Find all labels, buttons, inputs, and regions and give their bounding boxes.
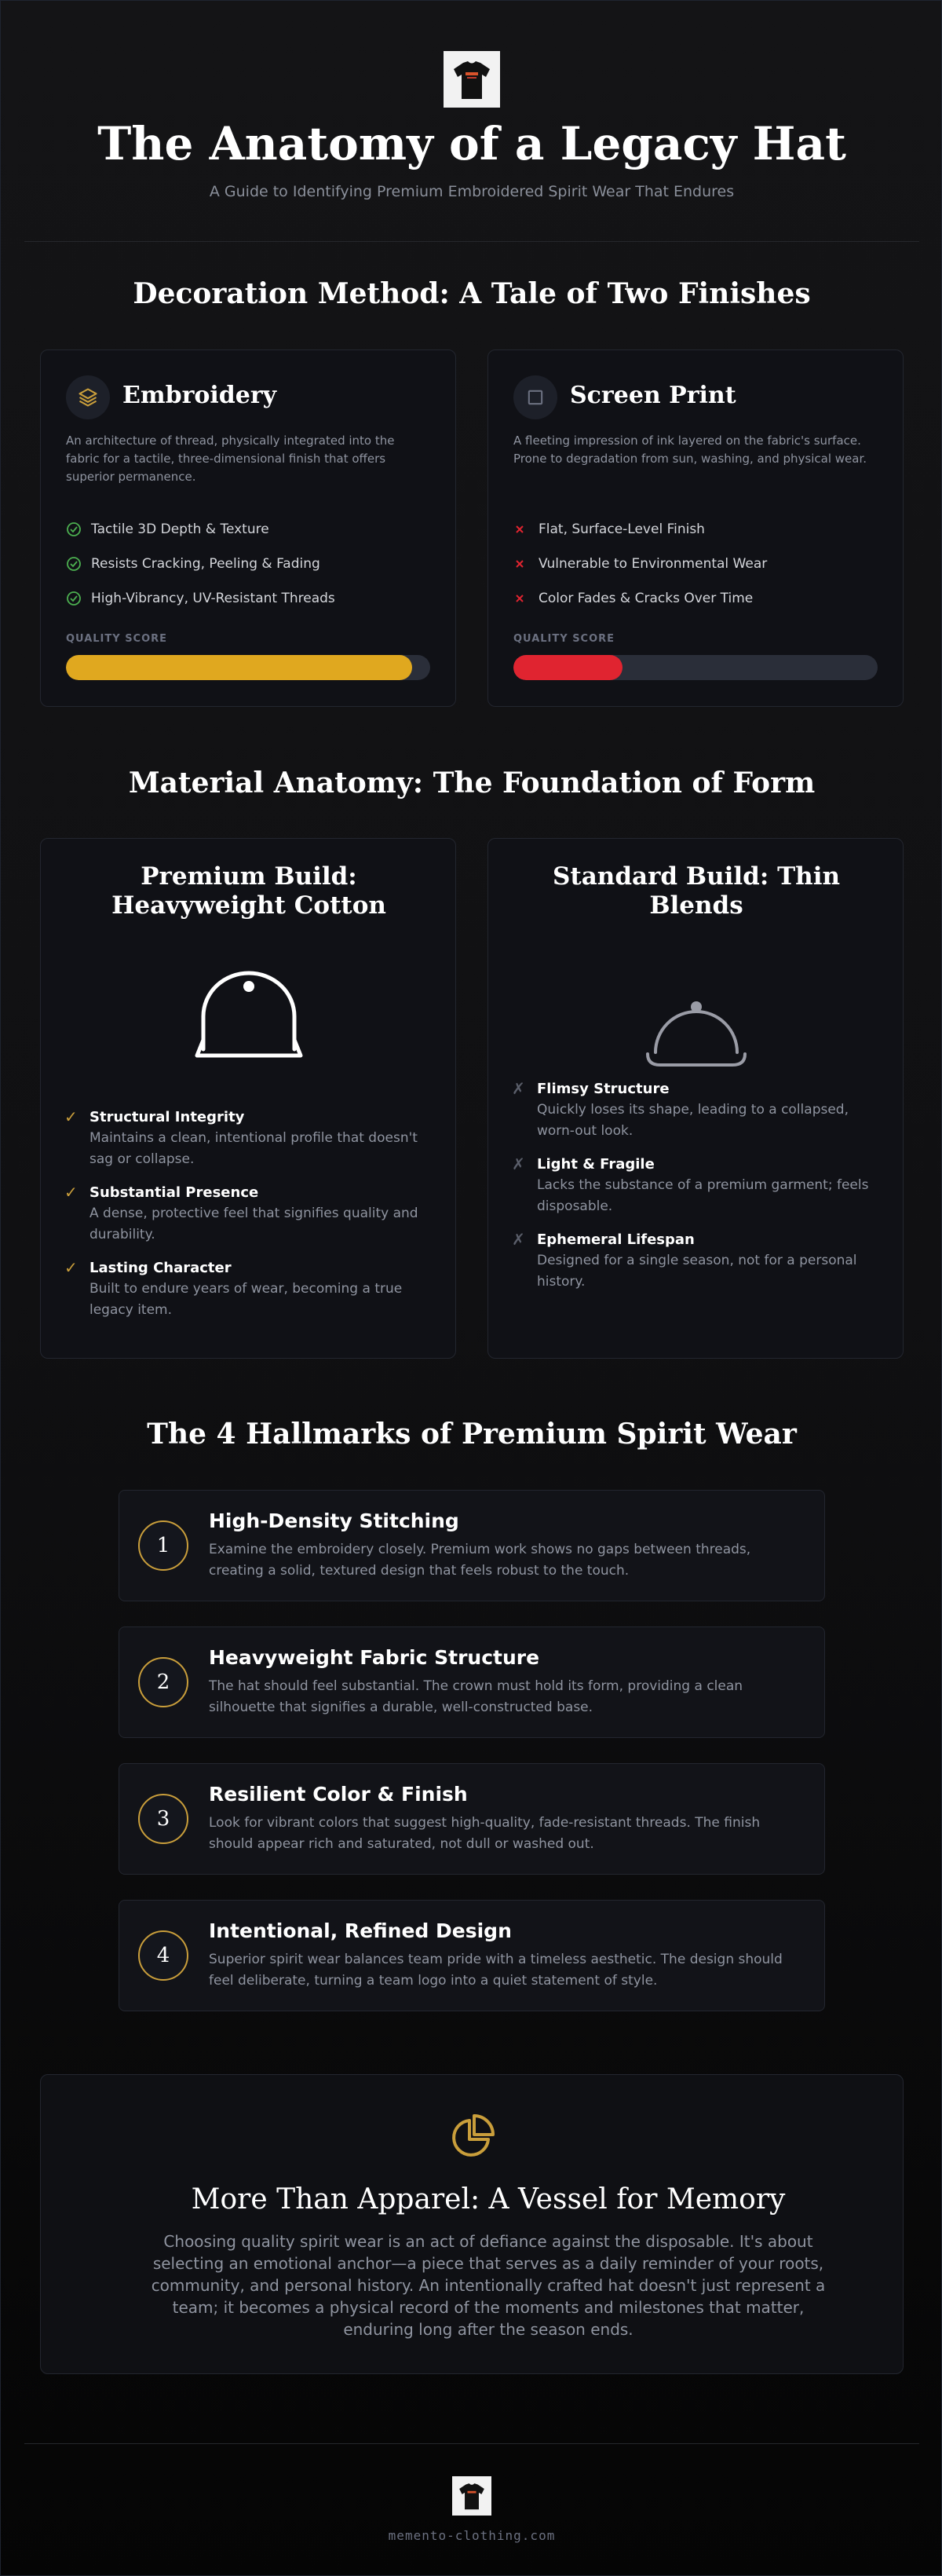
item-description: Lacks the substance of a premium garment; feels disposable. — [537, 1177, 869, 1214]
list-item — [64, 1258, 425, 1321]
embroidery-card — [40, 349, 456, 707]
brand-logo — [444, 51, 500, 108]
closing-card — [40, 2074, 904, 2374]
collapsed-cap-icon — [641, 986, 751, 1081]
list-item — [66, 581, 335, 616]
checkmark-icon: ✓ — [64, 1258, 78, 1277]
check-circle-icon — [66, 521, 91, 537]
hallmark-number: 1 — [138, 1520, 188, 1571]
embroidery-feature-list — [66, 512, 335, 616]
feature-label: Flat, Surface-Level Finish — [539, 521, 705, 537]
list-item — [513, 581, 767, 616]
closing-body: Choosing quality spirit wear is an act of defiance against the disposable. It's about selecting an emotional anchor—a piece that serves as a daily reminder of your roots, community, and personal history. An intentionally crafted hat doesn't just represent a team; it becomes a physical record of the moments and milestones that matter, enduring long after the season ends. — [151, 2232, 826, 2339]
x-icon — [513, 558, 539, 570]
page-title: The Anatomy of a Legacy Hat — [97, 117, 846, 170]
divider — [24, 241, 919, 242]
cross-icon: ✗ — [512, 1154, 525, 1173]
standard-build-card — [487, 838, 904, 1359]
x-icon — [513, 523, 539, 536]
checkmark-icon: ✓ — [64, 1183, 78, 1202]
item-title: Light & Fragile — [537, 1156, 655, 1173]
premium-build-list — [64, 1107, 425, 1334]
hallmark-card — [119, 1490, 825, 1601]
item-description: Built to endure years of wear, becoming a true legacy item. — [89, 1281, 403, 1318]
embroidery-title: Embroidery — [122, 382, 277, 409]
feature-label: Tactile 3D Depth & Texture — [91, 521, 269, 537]
item-description: Quickly loses its shape, leading to a collapsed, worn-out look. — [537, 1102, 849, 1139]
page-subtitle: A Guide to Identifying Premium Embroidered Spirit Wear That Endures — [209, 183, 735, 200]
premium-build-card — [40, 838, 456, 1359]
divider — [24, 2443, 919, 2444]
hallmark-number: 3 — [138, 1794, 188, 1844]
cross-icon: ✗ — [512, 1230, 525, 1249]
quality-score-bar — [513, 655, 878, 680]
hallmark-description: Superior spirit wear balances team pride with a timeless aesthetic. The design should feel deliberate, turning a team logo into a quiet statement of style. — [209, 1952, 783, 1989]
screen-print-card — [487, 349, 904, 707]
feature-label: Vulnerable to Environmental Wear — [539, 556, 768, 572]
x-icon — [513, 592, 539, 605]
list-item — [66, 547, 335, 581]
quality-score-fill — [513, 655, 623, 680]
quality-score-label: QUALITY SCORE — [513, 633, 615, 645]
hallmark-card — [119, 1763, 825, 1875]
feature-label: Color Fades & Cracks Over Time — [539, 591, 754, 606]
item-title: Structural Integrity — [89, 1109, 245, 1125]
hallmark-number: 4 — [138, 1930, 188, 1981]
item-title: Lasting Character — [89, 1260, 232, 1276]
item-description: A dense, protective feel that signifies quality and durability. — [89, 1206, 418, 1242]
material-section-title: Material Anatomy: The Foundation of Form — [128, 767, 816, 800]
item-description: Designed for a single season, not for a personal history. — [537, 1253, 857, 1290]
standard-build-list — [512, 1079, 873, 1305]
embroidery-description: An architecture of thread, physically integrated into the fabric for a tactile, three-dimensional finish that offers superior permanence. — [66, 434, 395, 484]
hallmark-card — [119, 1626, 825, 1738]
check-circle-icon — [66, 556, 91, 572]
list-item — [513, 512, 767, 547]
footer-url-link[interactable]: memento-clothing.com — [388, 2528, 556, 2543]
tshirt-icon — [449, 57, 495, 102]
quality-score-bar — [66, 655, 430, 680]
list-item — [66, 512, 335, 547]
list-item — [64, 1183, 425, 1246]
footer-logo — [452, 2476, 491, 2516]
check-circle-icon — [66, 591, 91, 606]
quality-score-fill — [66, 655, 412, 680]
hallmark-title: High-Density Stitching — [209, 1509, 459, 1532]
screen-print-title: Screen Print — [570, 382, 736, 409]
item-description: Maintains a clean, intentional profile that doesn't sag or collapse. — [89, 1130, 418, 1167]
tshirt-icon — [456, 2480, 487, 2512]
layers-icon — [66, 375, 110, 419]
structured-cap-icon — [194, 971, 304, 1065]
hallmark-card — [119, 1900, 825, 2011]
list-item — [512, 1154, 873, 1217]
screen-print-description: A fleeting impression of ink layered on the fabric's surface. Prone to degradation from sun, washing, and physical wear. — [513, 434, 867, 466]
hallmark-number: 2 — [138, 1657, 188, 1707]
item-title: Flimsy Structure — [537, 1081, 670, 1097]
hallmark-title: Intentional, Refined Design — [209, 1919, 512, 1942]
list-item — [64, 1107, 425, 1170]
feature-label: High-Vibrancy, UV-Resistant Threads — [91, 591, 335, 606]
list-item — [513, 547, 767, 581]
hallmark-description: Look for vibrant colors that suggest high-quality, fade-resistant threads. The finish should appear rich and saturated, not dull or washed out. — [209, 1815, 761, 1852]
list-item — [512, 1079, 873, 1142]
hallmarks-section-title: The 4 Hallmarks of Premium Spirit Wear — [147, 1418, 797, 1451]
decoration-section-title: Decoration Method: A Tale of Two Finishes — [133, 277, 811, 310]
item-title: Ephemeral Lifespan — [537, 1231, 695, 1248]
closing-title: More Than Apparel: A Vessel for Memory — [191, 2183, 786, 2216]
standard-build-title: Standard Build: Thin Blends — [552, 862, 841, 920]
hallmark-description: Examine the embroidery closely. Premium work shows no gaps between threads, creating a solid, textured design that feels robust to the touch. — [209, 1542, 751, 1579]
premium-build-title: Premium Build: Heavyweight Cotton — [111, 862, 386, 920]
cross-icon: ✗ — [512, 1079, 525, 1098]
square-icon — [513, 375, 557, 419]
hallmark-description: The hat should feel substantial. The crown must hold its form, providing a clean silhouette that signifies a durable, well-constructed base. — [209, 1678, 743, 1715]
hallmark-title: Heavyweight Fabric Structure — [209, 1646, 540, 1669]
list-item — [512, 1230, 873, 1293]
item-title: Substantial Presence — [89, 1184, 259, 1201]
quality-score-label: QUALITY SCORE — [66, 633, 168, 645]
checkmark-icon: ✓ — [64, 1107, 78, 1126]
screen-print-feature-list — [513, 512, 767, 616]
hallmark-title: Resilient Color & Finish — [209, 1783, 468, 1806]
feature-label: Resists Cracking, Peeling & Fading — [91, 556, 320, 572]
pie-chart-icon — [449, 2113, 496, 2160]
